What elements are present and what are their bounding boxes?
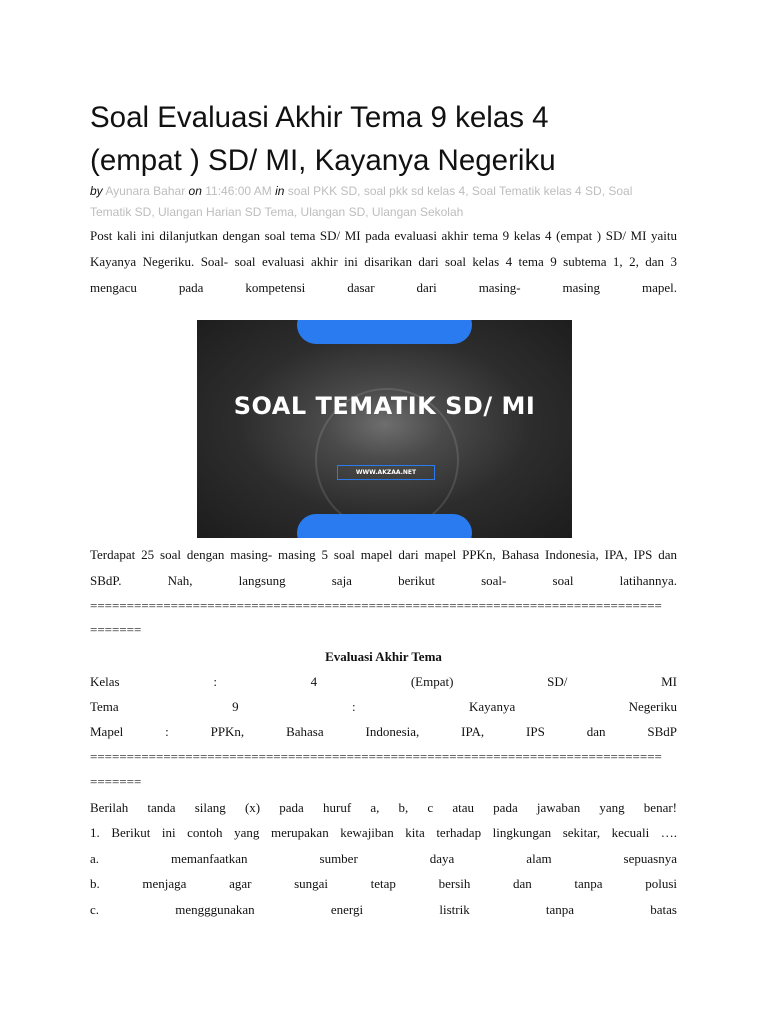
labels-link-line-1[interactable]: soal PKK SD, soal pkk sd kelas 4, Soal Tematik kelas 4 SD, Soal: [287, 184, 633, 198]
author-link[interactable]: Ayunara Bahar: [105, 184, 186, 198]
separator-2-tail: =======: [90, 774, 142, 789]
hero-bottom-tab: [297, 514, 472, 538]
hero-heading: SOAL TEMATIK SD/ MI: [233, 392, 536, 420]
option-b: b. menjaga agar sungai tetap bersih dan tanpa polusi: [90, 876, 677, 891]
title-line-1: Soal Evaluasi Akhir Tema 9 kelas 4: [90, 101, 549, 134]
labels-link-line-2[interactable]: Tematik SD, Ulangan Harian SD Tema, Ulangan SD, Ulangan Sekolah: [90, 205, 464, 219]
option-a: a. memanfaatkan sumber daya alam sepuasnya: [90, 851, 677, 866]
separator-1-tail: =======: [90, 622, 142, 637]
para2-line-1: Terdapat 25 soal dengan masing- masing 5 soal mapel dari mapel PPKn, Bahasa Indonesia, IPA, IPS dan: [90, 547, 677, 562]
question-1: 1. Berikut ini contoh yang merupakan kewajiban kita terhadap lingkungan sekitar, kecuali ….: [90, 825, 677, 840]
info-tema: Tema 9 : Kayanya Negeriku: [90, 699, 677, 714]
para2-line-2: SBdP. Nah, langsung saja berikut soal- soal latihannya.: [90, 573, 677, 588]
section-title: Evaluasi Akhir Tema: [325, 649, 442, 664]
by-label: by: [90, 184, 103, 198]
separator-2: ==============================================================================: [90, 749, 662, 764]
instruction: Berilah tanda silang (x) pada huruf a, b, c atau pada jawaban yang benar!: [90, 800, 677, 815]
hero-site-box: WWW.AKZAA.NET: [337, 465, 435, 480]
hero-image: [197, 320, 572, 538]
in-label: in: [275, 184, 285, 198]
timestamp-link[interactable]: 11:46:00 AM: [205, 184, 272, 198]
on-label: on: [188, 184, 202, 198]
intro-line-1: Post kali ini dilanjutkan dengan soal tema SD/ MI pada evaluasi akhir tema 9 kelas 4 (empat ) SD/ MI yaitu: [90, 228, 677, 243]
title-line-2: (empat ) SD/ MI, Kayanya Negeriku: [90, 144, 556, 177]
info-mapel: Mapel : PPKn, Bahasa Indonesia, IPA, IPS dan SBdP: [90, 724, 677, 739]
page-title: [90, 96, 677, 182]
hero-top-tab: [297, 320, 472, 344]
intro-line-3: mengacu pada kompetensi dasar dari masing- masing mapel.: [90, 280, 677, 295]
info-kelas: Kelas : 4 (Empat) SD/ MI: [90, 674, 677, 689]
intro-line-2: Kayanya Negeriku. Soal- soal evaluasi akhir ini disarikan dari soal kelas 4 tema 9 subtema 1, 2, dan 3: [90, 254, 677, 269]
option-c: c. mengggunakan energi listrik tanpa batas: [90, 902, 677, 917]
post-meta: [90, 181, 677, 223]
separator-1: ==============================================================================: [90, 598, 662, 613]
